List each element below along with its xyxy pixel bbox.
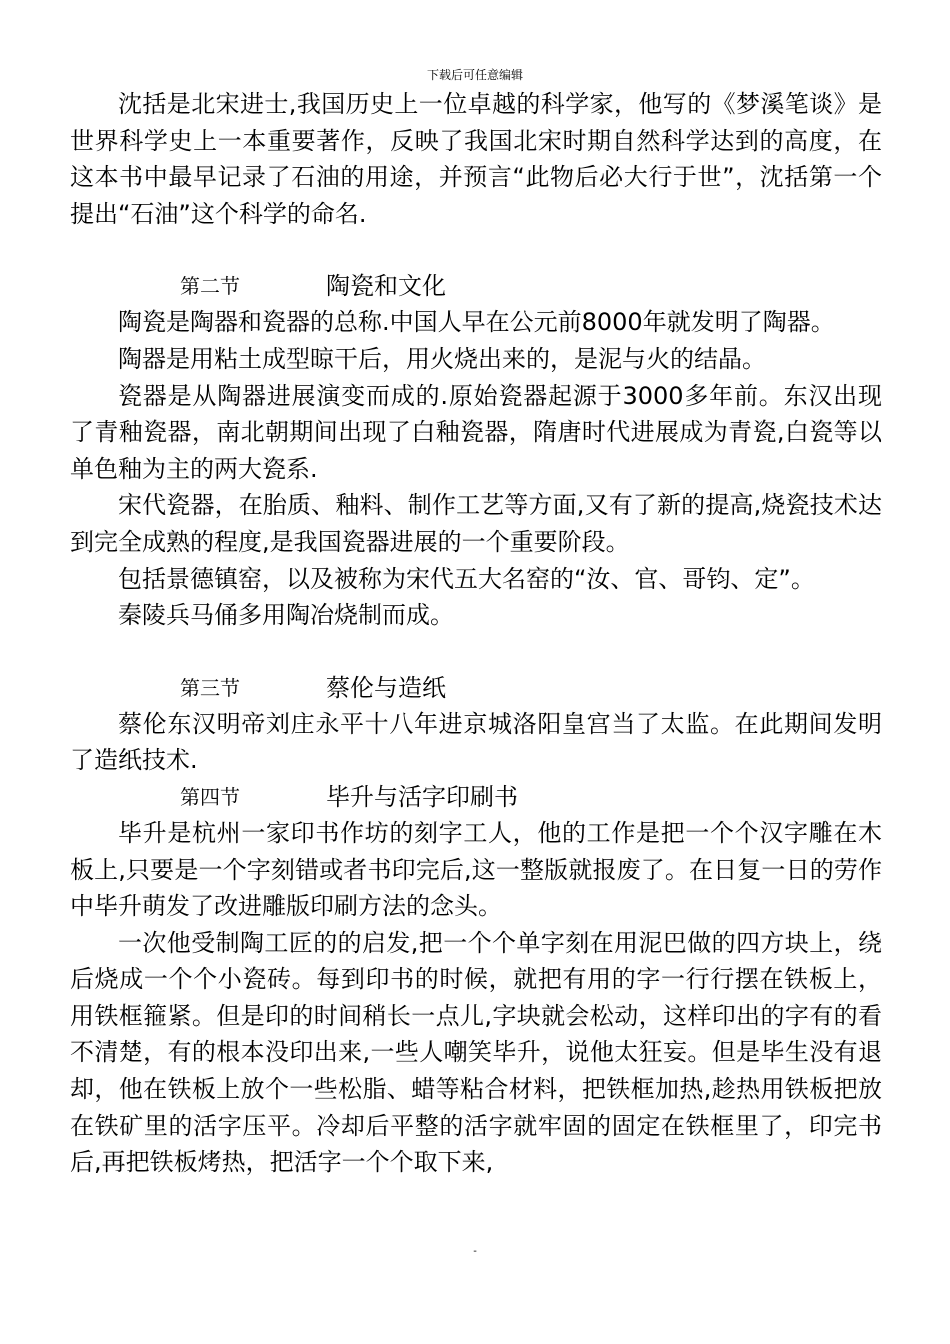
section-number: 第四节 [180, 784, 240, 809]
spacer [70, 232, 882, 268]
section-title: 陶瓷和文化 [326, 272, 446, 301]
section-title: 蔡伦与造纸 [326, 673, 446, 702]
paragraph: 秦陵兵马俑多用陶冶烧制而成。 [118, 601, 454, 630]
section-heading [70, 670, 882, 706]
paragraph: 蔡伦东汉明帝刘庄永平十八年进京城洛阳皇宫当了太监。在此期间发明了造纸技术. [70, 709, 882, 775]
paragraph: 沈括是北宋进士,我国历史上一位卓越的科学家，他写的《梦溪笔谈》是世界科学史上一本重要著作，反映了我国北宋时期自然科学达到的高度，在这本书中最早记录了石油的用途，并预言“此物后必大行于世”，沈括第一个提出“石油”这个科学的命名. [70, 90, 882, 228]
page-header: 下载后可任意编辑 [426, 68, 523, 82]
paragraph: 包括景德镇窑，以及被称为宋代五大名窑的“汝、官、哥钧、定”。 [118, 564, 815, 593]
document-body [70, 86, 882, 1181]
section-heading [70, 779, 882, 815]
paragraph: 瓷器是从陶器进展演变而成的.原始瓷器起源于3000多年前。东汉出现了青釉瓷器，南北朝期间出现了白釉瓷器，隋唐时代进展成为青瓷,白瓷等以单色釉为主的两大瓷系. [70, 381, 882, 483]
page-footer: - [473, 1246, 477, 1257]
spacer [70, 634, 882, 670]
paragraph: 一次他受制陶工匠的的启发,把一个个单字刻在用泥巴做的四方块上，绕后烧成一个个小瓷砖。每到印书的时候，就把有用的字一行行摆在铁板上，用铁框箍紧。但是印的时间稍长一点儿,字块就会松动，这样印出的字有的看不清楚，有的根本没印出来,一些人嘲笑毕升，说他太狂妄。但是毕生没有退却，他在铁板上放个一些松脂、蜡等粘合材料，把铁框加热,趁热用铁板把放在铁矿里的活字压平。冷却后平整的活字就牢固的固定在铁框里了，印完书后,再把铁板烤热，把活字一个个取下来, [70, 928, 882, 1177]
section-title: 毕升与活字印刷书 [326, 782, 518, 811]
paragraph: 陶器是用粘土成型晾干后，用火烧出来的，是泥与火的结晶。 [118, 344, 766, 373]
paragraph: 宋代瓷器，在胎质、釉料、制作工艺等方面,又有了新的提高,烧瓷技术达到完全成熟的程度,是我国瓷器进展的一个重要阶段。 [70, 491, 882, 556]
section-number: 第二节 [180, 274, 240, 299]
paragraph: 陶瓷是陶器和瓷器的总称.中国人早在公元前8000年就发明了陶器。 [118, 308, 835, 337]
section-heading [70, 268, 882, 304]
paragraph: 毕升是杭州一家印书作坊的刻字工人，他的工作是把一个个汉字雕在木板上,只要是一个字刻错或者书印完后,这一整版就报废了。在日复一日的劳作中毕升萌发了改进雕版印刷方法的念头。 [70, 818, 882, 921]
section-number: 第三节 [180, 675, 240, 700]
